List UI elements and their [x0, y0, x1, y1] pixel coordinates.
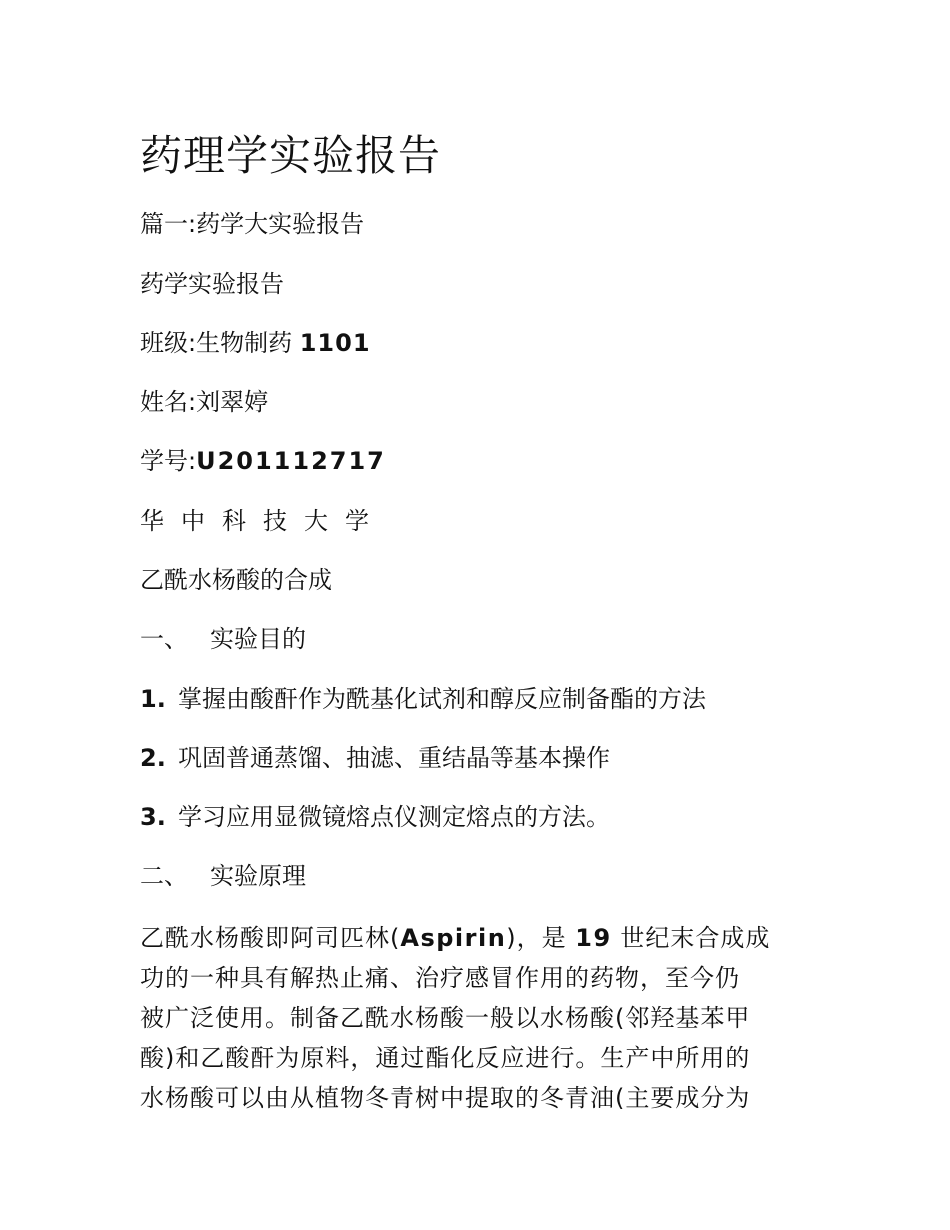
document-title: 药理学实验报告 — [140, 131, 442, 180]
section-heading-objectives — [140, 623, 306, 655]
student-id-label: 学号: — [140, 447, 197, 475]
university-name: 华中科技大学 — [140, 507, 386, 535]
paragraph-line: 酸)和乙酸酐为原料，通过酯化反应进行。生产中所用的 — [140, 1044, 751, 1072]
section-heading-principle — [140, 860, 306, 892]
paragraph-line: 被广泛使用。制备乙酰水杨酸一般以水杨酸(邻羟基苯甲 — [140, 1004, 751, 1032]
section-title: 实验原理 — [210, 862, 306, 890]
part-heading: 篇一:药学大实验报告 — [140, 210, 365, 238]
objective-number: 1. — [140, 685, 166, 713]
report-subtitle: 药学实验报告 — [140, 270, 284, 298]
paragraph-text: 世纪末合成成 — [611, 924, 771, 952]
class-label: 班级:生物制药 — [140, 329, 300, 357]
section-number: 二、 — [140, 862, 188, 890]
paragraph-text: 乙酰水杨酸即阿司匹林( — [140, 924, 401, 952]
student-id-value: U201112717 — [196, 447, 386, 475]
experiment-title: 乙酰水杨酸的合成 — [140, 566, 332, 594]
class-value: 1101 — [299, 329, 371, 357]
objective-text: 掌握由酸酐作为酰基化试剂和醇反应制备酯的方法 — [178, 685, 706, 713]
aspirin-term: Aspirin — [400, 924, 507, 952]
objective-number: 3. — [140, 803, 166, 831]
paragraph-line: 水杨酸可以由从植物冬青树中提取的冬青油(主要成分为 — [140, 1084, 751, 1112]
objective-number: 2. — [140, 744, 166, 772]
name-line: 姓名:刘翠婷 — [140, 388, 269, 416]
objective-item — [140, 801, 610, 833]
section-number: 一、 — [140, 625, 188, 653]
paragraph-text: )，是 — [506, 924, 576, 952]
objective-item — [140, 742, 610, 774]
century-number: 19 — [575, 924, 612, 952]
principle-paragraph — [140, 918, 820, 1118]
section-title: 实验目的 — [210, 625, 306, 653]
paragraph-line: 功的一种具有解热止痛、治疗感冒作用的药物，至今仍 — [140, 964, 740, 992]
student-id-line — [140, 445, 386, 477]
objective-text: 巩固普通蒸馏、抽滤、重结晶等基本操作 — [178, 744, 610, 772]
objective-item — [140, 683, 706, 715]
paragraph-line — [140, 918, 820, 958]
objective-text: 学习应用显微镜熔点仪测定熔点的方法。 — [178, 803, 610, 831]
class-line — [140, 327, 371, 359]
